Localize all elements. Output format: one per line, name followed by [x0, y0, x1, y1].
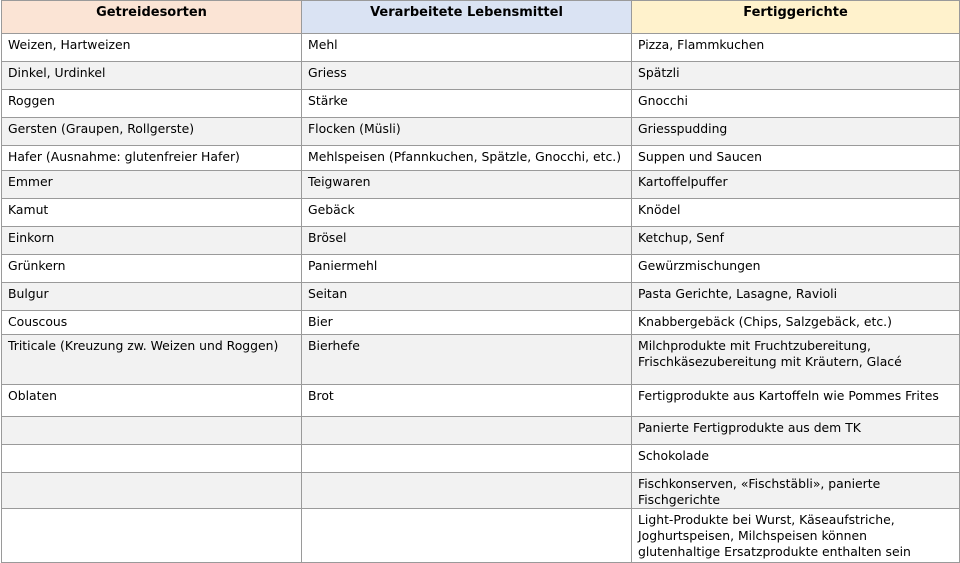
table-row [2, 90, 960, 118]
table-row [2, 385, 960, 417]
cell-fertiggerichte: Pasta Gerichte, Lasagne, Ravioli [632, 283, 960, 311]
table-row [2, 417, 960, 445]
cell-verarbeitete-lebensmittel: Bierhefe [302, 335, 632, 385]
cell-fertiggerichte: Schokolade [632, 445, 960, 473]
cell-getreidesorten: Grünkern [2, 255, 302, 283]
cell-verarbeitete-lebensmittel: Mehl [302, 34, 632, 62]
header-getreidesorten: Getreidesorten [2, 1, 302, 34]
cell-getreidesorten [2, 509, 302, 563]
cell-fertiggerichte: Ketchup, Senf [632, 227, 960, 255]
cell-getreidesorten: Roggen [2, 90, 302, 118]
cell-verarbeitete-lebensmittel [302, 445, 632, 473]
cell-fertiggerichte: Knabbergebäck (Chips, Salzgebäck, etc.) [632, 311, 960, 335]
cell-getreidesorten [2, 417, 302, 445]
cell-getreidesorten: Einkorn [2, 227, 302, 255]
cell-verarbeitete-lebensmittel: Gebäck [302, 199, 632, 227]
cell-verarbeitete-lebensmittel: Teigwaren [302, 171, 632, 199]
cell-verarbeitete-lebensmittel: Paniermehl [302, 255, 632, 283]
cell-fertiggerichte: Gnocchi [632, 90, 960, 118]
cell-verarbeitete-lebensmittel [302, 417, 632, 445]
cell-getreidesorten: Oblaten [2, 385, 302, 417]
cell-fertiggerichte: Kartoffelpuffer [632, 171, 960, 199]
cell-fertiggerichte: Milchprodukte mit Fruchtzubereitung, Frischkäsezubereitung mit Kräutern, Glacé [632, 335, 960, 385]
table-row [2, 255, 960, 283]
table-body [2, 34, 960, 563]
cell-verarbeitete-lebensmittel: Mehlspeisen (Pfannkuchen, Spätzle, Gnocchi, etc.) [302, 146, 632, 171]
cell-fertiggerichte: Knödel [632, 199, 960, 227]
cell-getreidesorten: Bulgur [2, 283, 302, 311]
cell-getreidesorten: Gersten (Graupen, Rollgerste) [2, 118, 302, 146]
cell-verarbeitete-lebensmittel: Stärke [302, 90, 632, 118]
table-row [2, 118, 960, 146]
gluten-table [1, 0, 960, 563]
cell-fertiggerichte: Suppen und Saucen [632, 146, 960, 171]
cell-fertiggerichte: Panierte Fertigprodukte aus dem TK [632, 417, 960, 445]
cell-verarbeitete-lebensmittel: Flocken (Müsli) [302, 118, 632, 146]
cell-verarbeitete-lebensmittel: Griess [302, 62, 632, 90]
cell-getreidesorten: Hafer (Ausnahme: glutenfreier Hafer) [2, 146, 302, 171]
cell-getreidesorten: Dinkel, Urdinkel [2, 62, 302, 90]
header-fertiggerichte: Fertiggerichte [632, 1, 960, 34]
cell-fertiggerichte: Fertigprodukte aus Kartoffeln wie Pommes Frites [632, 385, 960, 417]
table-row [2, 473, 960, 509]
table-row [2, 311, 960, 335]
header-verarbeitete-lebensmittel: Verarbeitete Lebensmittel [302, 1, 632, 34]
table-row [2, 62, 960, 90]
cell-fertiggerichte: Light-Produkte bei Wurst, Käseaufstriche, Joghurtspeisen, Milchspeisen können glutenhaltige Ersatzprodukte enthalten sein [632, 509, 960, 563]
cell-getreidesorten: Kamut [2, 199, 302, 227]
cell-getreidesorten: Couscous [2, 311, 302, 335]
table-row [2, 227, 960, 255]
cell-getreidesorten [2, 473, 302, 509]
cell-verarbeitete-lebensmittel: Seitan [302, 283, 632, 311]
cell-verarbeitete-lebensmittel: Brösel [302, 227, 632, 255]
table-row [2, 445, 960, 473]
table-row [2, 146, 960, 171]
table-row [2, 335, 960, 385]
table-row [2, 171, 960, 199]
cell-verarbeitete-lebensmittel: Bier [302, 311, 632, 335]
cell-verarbeitete-lebensmittel: Brot [302, 385, 632, 417]
cell-fertiggerichte: Fischkonserven, «Fischstäbli», panierte Fischgerichte [632, 473, 960, 509]
table-row [2, 509, 960, 563]
table-row [2, 34, 960, 62]
cell-verarbeitete-lebensmittel [302, 509, 632, 563]
cell-getreidesorten: Weizen, Hartweizen [2, 34, 302, 62]
table-row [2, 283, 960, 311]
cell-getreidesorten [2, 445, 302, 473]
table-row [2, 199, 960, 227]
cell-fertiggerichte: Spätzli [632, 62, 960, 90]
cell-fertiggerichte: Griesspudding [632, 118, 960, 146]
cell-verarbeitete-lebensmittel [302, 473, 632, 509]
header-row [2, 1, 960, 34]
cell-getreidesorten: Emmer [2, 171, 302, 199]
cell-fertiggerichte: Pizza, Flammkuchen [632, 34, 960, 62]
cell-fertiggerichte: Gewürzmischungen [632, 255, 960, 283]
cell-getreidesorten: Triticale (Kreuzung zw. Weizen und Roggen) [2, 335, 302, 385]
